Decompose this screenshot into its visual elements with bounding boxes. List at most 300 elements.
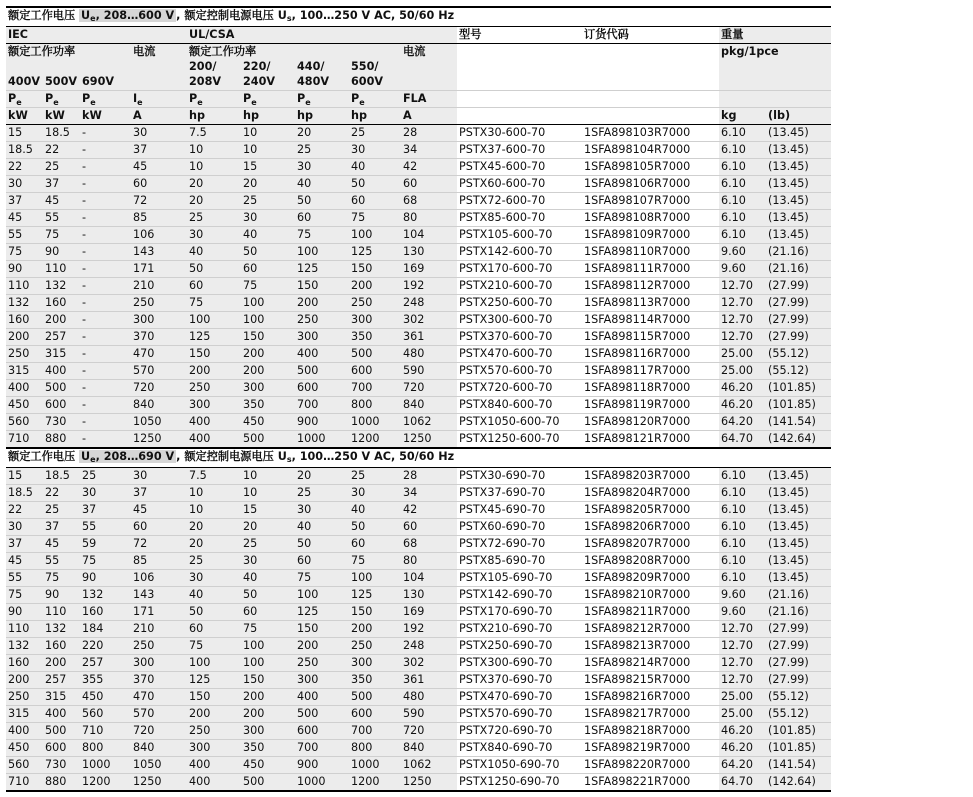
table-row — [6, 227, 831, 244]
ue-range-text: , 208…690 V — [95, 450, 175, 463]
unit-kw-1: kW — [6, 108, 43, 125]
iec-current: 45 — [131, 502, 187, 519]
unit-a-1: A — [131, 108, 187, 125]
ul-hp-600v: 600 — [349, 706, 401, 723]
type-code: PSTX142-600-70 — [457, 244, 582, 261]
ul-fla: 28 — [401, 468, 457, 485]
order-code: 1SFA898207R7000 — [582, 536, 719, 553]
table-row — [6, 244, 831, 261]
ul-hp-240v: 150 — [241, 672, 295, 689]
weight-kg: 6.10 — [719, 176, 766, 193]
iec-current: 370 — [131, 672, 187, 689]
ul-hp-600v: 500 — [349, 689, 401, 706]
ul-hp-480v: 100 — [295, 244, 349, 261]
iec-power-690v: 75 — [80, 553, 131, 570]
us-range-text: , 100…250 V AC, 50/60 Hz — [291, 450, 455, 463]
iec-power-690v: 90 — [80, 570, 131, 587]
order-code: 1SFA898220R7000 — [582, 757, 719, 774]
table-row — [6, 757, 831, 774]
iec-power-400v: 560 — [6, 757, 43, 774]
ul-voltage-labels — [189, 59, 401, 89]
ul-hp-240v: 10 — [241, 485, 295, 502]
iec-power-690v: 355 — [80, 672, 131, 689]
iec-power-400v: 30 — [6, 176, 43, 193]
us-range-text: , 100…250 V AC, 50/60 Hz — [291, 9, 455, 22]
ul-hp-208v: 30 — [187, 570, 241, 587]
iec-current: 210 — [131, 278, 187, 295]
weight-kg: 12.70 — [719, 329, 766, 346]
ul-hp-480v: 400 — [295, 346, 349, 363]
iec-current: 370 — [131, 329, 187, 346]
iec-power-400v: 55 — [6, 227, 43, 244]
symbol-pe-4: $P_e$ — [187, 91, 241, 108]
ue-symbol: U — [81, 450, 91, 463]
order-code: 1SFA898113R7000 — [582, 295, 719, 312]
unit-hp-1: hp — [187, 108, 241, 125]
order-code: 1SFA898103R7000 — [582, 125, 719, 142]
weight-header: 重量 — [719, 27, 831, 44]
order-code: 1SFA898110R7000 — [582, 244, 719, 261]
table-row — [6, 485, 831, 502]
iec-current: 60 — [131, 519, 187, 536]
ul-hp-480v: 600 — [295, 723, 349, 740]
ul-hp-480v: 25 — [295, 142, 349, 159]
ue-range-text: , 208…600 V — [95, 9, 175, 22]
unit-lb: (lb) — [766, 108, 831, 125]
type-header: 型号 — [457, 27, 582, 44]
ul-fla: 130 — [401, 587, 457, 604]
table-row — [6, 312, 831, 329]
ul-hp-240v: 40 — [241, 227, 295, 244]
ul-hp-208v: 20 — [187, 519, 241, 536]
ul-hp-600v: 125 — [349, 587, 401, 604]
type-code: PSTX142-690-70 — [457, 587, 582, 604]
iec-power-690v: 710 — [80, 723, 131, 740]
type-spacer — [457, 44, 582, 91]
ul-hp-480v: 400 — [295, 689, 349, 706]
iec-current: 60 — [131, 176, 187, 193]
weight-lb: (13.45) — [766, 570, 831, 587]
header-row-voltages — [6, 44, 831, 91]
weight-kg: 46.20 — [719, 740, 766, 757]
iec-current: 840 — [131, 740, 187, 757]
ul-hp-208v: 20 — [187, 536, 241, 553]
weight-lb: (13.45) — [766, 159, 831, 176]
iec-power-500v: 160 — [43, 638, 80, 655]
ul-hp-600v: 800 — [349, 397, 401, 414]
weight-lb: (13.45) — [766, 193, 831, 210]
ul-fla: 720 — [401, 380, 457, 397]
symbol-pe-1: $P_e$ — [6, 91, 43, 108]
ul-hp-240v: 60 — [241, 261, 295, 278]
iec-power-690v: - — [80, 431, 131, 449]
unit-kw-2: kW — [43, 108, 80, 125]
voltage-550-600 — [351, 59, 383, 89]
ul-fla: 34 — [401, 485, 457, 502]
table-row — [6, 502, 831, 519]
table-row — [6, 774, 831, 792]
iec-power-500v: 600 — [43, 740, 80, 757]
weight-kg: 25.00 — [719, 689, 766, 706]
iec-power-500v: 18.5 — [43, 468, 80, 485]
unit-hp-4: hp — [349, 108, 401, 125]
ul-hp-480v: 150 — [295, 278, 349, 295]
iec-power-400v: 90 — [6, 261, 43, 278]
iec-current: 1250 — [131, 774, 187, 792]
ul-hp-240v: 50 — [241, 587, 295, 604]
order-code: 1SFA898106R7000 — [582, 176, 719, 193]
table-row — [6, 346, 831, 363]
symbol-pe-7: $P_e$ — [349, 91, 401, 108]
ul-fla: 840 — [401, 740, 457, 757]
ul-fla: 720 — [401, 723, 457, 740]
iec-current: 72 — [131, 193, 187, 210]
iec-power-400v: 18.5 — [6, 142, 43, 159]
symbol-fla: FLA — [401, 91, 457, 108]
ul-hp-240v: 10 — [241, 125, 295, 142]
iec-power-400v: 710 — [6, 431, 43, 449]
ul-hp-480v: 40 — [295, 519, 349, 536]
ul-hp-480v: 25 — [295, 485, 349, 502]
iec-current: 720 — [131, 723, 187, 740]
ul-hp-600v: 350 — [349, 672, 401, 689]
table-row — [6, 570, 831, 587]
iec-power-690v: - — [80, 414, 131, 431]
iec-power-400v: 160 — [6, 655, 43, 672]
type-code: PSTX1250-690-70 — [457, 774, 582, 792]
iec-power-500v: 200 — [43, 655, 80, 672]
weight-kg: 6.10 — [719, 536, 766, 553]
iec-power-690v: - — [80, 397, 131, 414]
iec-power-690v: 800 — [80, 740, 131, 757]
ul-hp-208v: 20 — [187, 176, 241, 193]
type-code: PSTX210-600-70 — [457, 278, 582, 295]
iec-power-690v: 1000 — [80, 757, 131, 774]
table-row — [6, 176, 831, 193]
iec-power-500v: 600 — [43, 397, 80, 414]
ul-hp-600v: 200 — [349, 621, 401, 638]
weight-kg: 12.70 — [719, 655, 766, 672]
ul-hp-480v: 100 — [295, 587, 349, 604]
iec-power-500v: 500 — [43, 723, 80, 740]
iec-current: 840 — [131, 397, 187, 414]
ul-fla: 1250 — [401, 431, 457, 449]
order-code: 1SFA898115R7000 — [582, 329, 719, 346]
ul-fla: 590 — [401, 363, 457, 380]
ul-fla: 1062 — [401, 757, 457, 774]
type-code: PSTX170-600-70 — [457, 261, 582, 278]
ul-hp-208v: 300 — [187, 740, 241, 757]
ul-hp-208v: 50 — [187, 604, 241, 621]
ul-hp-208v: 300 — [187, 397, 241, 414]
iec-current-header: 电流 — [131, 44, 187, 91]
table-row — [6, 536, 831, 553]
iec-power-690v: 55 — [80, 519, 131, 536]
voltage-400v: 400V — [8, 75, 41, 88]
iec-power-690v: 220 — [80, 638, 131, 655]
iec-voltage-labels — [8, 74, 131, 89]
iec-current: 30 — [131, 125, 187, 142]
voltage-500v: 500V — [45, 75, 78, 88]
order-code: 1SFA898120R7000 — [582, 414, 719, 431]
ul-hp-600v: 50 — [349, 519, 401, 536]
type-code: PSTX105-690-70 — [457, 570, 582, 587]
iec-power-500v: 45 — [43, 536, 80, 553]
iec-power-header — [6, 44, 131, 91]
weight-lb: (27.99) — [766, 329, 831, 346]
iec-current: 37 — [131, 142, 187, 159]
header-row-standards — [6, 27, 831, 44]
order-code: 1SFA898208R7000 — [582, 553, 719, 570]
order-code: 1SFA898211R7000 — [582, 604, 719, 621]
ul-hp-240v: 200 — [241, 346, 295, 363]
weight-kg: 9.60 — [719, 587, 766, 604]
section-title-600v — [6, 7, 831, 27]
ul-fla: 248 — [401, 295, 457, 312]
iec-power-400v: 160 — [6, 312, 43, 329]
iec-power-500v: 25 — [43, 159, 80, 176]
ul-hp-600v: 800 — [349, 740, 401, 757]
ul-hp-240v: 350 — [241, 740, 295, 757]
iec-current: 570 — [131, 363, 187, 380]
order-code: 1SFA898209R7000 — [582, 570, 719, 587]
ul-hp-240v: 15 — [241, 502, 295, 519]
table-row — [6, 278, 831, 295]
table-row — [6, 468, 831, 485]
ul-fla: 68 — [401, 193, 457, 210]
ul-hp-240v: 30 — [241, 553, 295, 570]
iec-current: 85 — [131, 210, 187, 227]
weight-kg: 64.20 — [719, 414, 766, 431]
ul-hp-480v: 1000 — [295, 431, 349, 449]
ul-hp-240v: 150 — [241, 329, 295, 346]
ul-hp-208v: 125 — [187, 672, 241, 689]
iec-power-400v: 450 — [6, 397, 43, 414]
ul-fla: 104 — [401, 570, 457, 587]
iec-power-690v: - — [80, 125, 131, 142]
table-row — [6, 604, 831, 621]
type-code: PSTX85-600-70 — [457, 210, 582, 227]
header-row-units — [6, 108, 831, 125]
type-code: PSTX45-600-70 — [457, 159, 582, 176]
type-code: PSTX30-600-70 — [457, 125, 582, 142]
voltage-440: 440/ — [297, 60, 325, 73]
iec-power-690v: 25 — [80, 468, 131, 485]
weight-kg: 6.10 — [719, 502, 766, 519]
type-code: PSTX570-690-70 — [457, 706, 582, 723]
ul-hp-480v: 300 — [295, 672, 349, 689]
ul-hp-600v: 30 — [349, 142, 401, 159]
ul-hp-480v: 75 — [295, 227, 349, 244]
ul-hp-240v: 25 — [241, 193, 295, 210]
weight-kg: 6.10 — [719, 125, 766, 142]
ul-hp-240v: 40 — [241, 570, 295, 587]
order-code: 1SFA898221R7000 — [582, 774, 719, 792]
weight-lb: (21.16) — [766, 587, 831, 604]
ul-hp-480v: 125 — [295, 604, 349, 621]
symbol-ie: $I_e$ — [131, 91, 187, 108]
order-code: 1SFA898117R7000 — [582, 363, 719, 380]
table-row — [6, 587, 831, 604]
type-code: PSTX470-690-70 — [457, 689, 582, 706]
ul-hp-240v: 100 — [241, 638, 295, 655]
table-row — [6, 706, 831, 723]
weight-kg: 9.60 — [719, 244, 766, 261]
iec-current: 250 — [131, 295, 187, 312]
type-code: PSTX37-600-70 — [457, 142, 582, 159]
order-code: 1SFA898219R7000 — [582, 740, 719, 757]
table-row — [6, 519, 831, 536]
ul-hp-208v: 10 — [187, 159, 241, 176]
ul-hp-600v: 60 — [349, 536, 401, 553]
ul-fla: 60 — [401, 519, 457, 536]
weight-lb: (101.85) — [766, 740, 831, 757]
ul-hp-600v: 125 — [349, 244, 401, 261]
weight-lb: (101.85) — [766, 380, 831, 397]
table-row — [6, 431, 831, 449]
ul-hp-208v: 25 — [187, 210, 241, 227]
iec-power-690v: - — [80, 142, 131, 159]
ul-hp-480v: 500 — [295, 363, 349, 380]
weight-lb: (27.99) — [766, 312, 831, 329]
iec-power-500v: 45 — [43, 193, 80, 210]
iec-power-690v: - — [80, 295, 131, 312]
ul-hp-600v: 75 — [349, 553, 401, 570]
ul-hp-480v: 60 — [295, 553, 349, 570]
order-code: 1SFA898112R7000 — [582, 278, 719, 295]
ul-hp-600v: 40 — [349, 502, 401, 519]
order-code: 1SFA898109R7000 — [582, 227, 719, 244]
ul-hp-600v: 700 — [349, 723, 401, 740]
symbol-pe-3: $P_e$ — [80, 91, 131, 108]
iec-power-690v: 37 — [80, 502, 131, 519]
ul-hp-480v: 150 — [295, 621, 349, 638]
ul-hp-600v: 1200 — [349, 774, 401, 792]
table-row — [6, 295, 831, 312]
voltage-690v: 690V — [82, 75, 115, 88]
ul-fla: 68 — [401, 536, 457, 553]
ul-fla: 169 — [401, 604, 457, 621]
iec-power-400v: 400 — [6, 723, 43, 740]
type-code: PSTX720-600-70 — [457, 380, 582, 397]
ul-hp-240v: 20 — [241, 176, 295, 193]
iec-power-690v: - — [80, 176, 131, 193]
us-symbol: U — [277, 450, 287, 463]
order-code: 1SFA898206R7000 — [582, 519, 719, 536]
order-code: 1SFA898214R7000 — [582, 655, 719, 672]
iec-current: 1050 — [131, 757, 187, 774]
ul-hp-600v: 1000 — [349, 757, 401, 774]
ul-fla: 34 — [401, 142, 457, 159]
ul-hp-208v: 60 — [187, 278, 241, 295]
iec-power-400v: 15 — [6, 468, 43, 485]
ul-hp-240v: 300 — [241, 723, 295, 740]
ul-hp-600v: 30 — [349, 485, 401, 502]
iec-power-690v: - — [80, 261, 131, 278]
ul-hp-240v: 50 — [241, 244, 295, 261]
voltage-208: 208V — [189, 75, 222, 88]
iec-power-400v: 22 — [6, 159, 43, 176]
iec-power-400v: 110 — [6, 278, 43, 295]
ul-hp-600v: 150 — [349, 261, 401, 278]
iec-power-400v: 200 — [6, 329, 43, 346]
iec-current: 171 — [131, 261, 187, 278]
iec-power-690v: 560 — [80, 706, 131, 723]
iec-current: 300 — [131, 312, 187, 329]
order-code: 1SFA898104R7000 — [582, 142, 719, 159]
ue-subscript: e — [90, 455, 96, 464]
symbol-pe-2: $P_e$ — [43, 91, 80, 108]
weight-lb: (13.45) — [766, 468, 831, 485]
title-rated-voltage-label: 额定工作电压 — [8, 450, 76, 463]
iec-current: 106 — [131, 227, 187, 244]
ul-power-header — [187, 44, 401, 91]
type-code: PSTX370-600-70 — [457, 329, 582, 346]
ul-hp-480v: 30 — [295, 502, 349, 519]
voltage-220: 220/ — [243, 60, 271, 73]
ul-hp-480v: 250 — [295, 312, 349, 329]
ul-hp-240v: 200 — [241, 363, 295, 380]
weight-kg: 12.70 — [719, 278, 766, 295]
ul-hp-208v: 400 — [187, 774, 241, 792]
ul-hp-480v: 50 — [295, 536, 349, 553]
iec-power-500v: 315 — [43, 346, 80, 363]
starter-spec-table — [6, 6, 831, 792]
ul-hp-208v: 75 — [187, 295, 241, 312]
ul-hp-240v: 75 — [241, 621, 295, 638]
weight-lb: (55.12) — [766, 689, 831, 706]
ul-hp-240v: 10 — [241, 142, 295, 159]
iec-current: 143 — [131, 244, 187, 261]
header-row-symbols — [6, 91, 831, 108]
section-title-690v — [6, 448, 831, 468]
order-code: 1SFA898119R7000 — [582, 397, 719, 414]
table-row — [6, 655, 831, 672]
iec-current: 720 — [131, 380, 187, 397]
iec-power-400v: 75 — [6, 587, 43, 604]
weight-kg: 64.70 — [719, 431, 766, 449]
voltage-200-208 — [189, 59, 243, 89]
ul-hp-240v: 100 — [241, 295, 295, 312]
iec-power-500v: 110 — [43, 261, 80, 278]
iec-power-500v: 730 — [43, 414, 80, 431]
ul-hp-208v: 7.5 — [187, 125, 241, 142]
weight-lb: (13.45) — [766, 502, 831, 519]
iec-power-500v: 25 — [43, 502, 80, 519]
iec-current: 85 — [131, 553, 187, 570]
ul-current-header: 电流 — [401, 44, 457, 91]
weight-kg: 6.10 — [719, 159, 766, 176]
ul-hp-208v: 75 — [187, 638, 241, 655]
ul-hp-208v: 10 — [187, 142, 241, 159]
iec-power-400v: 90 — [6, 604, 43, 621]
weight-kg: 25.00 — [719, 706, 766, 723]
weight-kg: 6.10 — [719, 193, 766, 210]
voltage-480: 480V — [297, 75, 330, 88]
ul-fla: 590 — [401, 706, 457, 723]
order-spacer — [582, 44, 719, 91]
iec-power-500v: 37 — [43, 519, 80, 536]
ul-hp-208v: 250 — [187, 380, 241, 397]
weight-lb: (55.12) — [766, 363, 831, 380]
ul-hp-208v: 100 — [187, 655, 241, 672]
symbol-pe-5: $P_e$ — [241, 91, 295, 108]
ul-hp-208v: 125 — [187, 329, 241, 346]
type-code: PSTX105-600-70 — [457, 227, 582, 244]
order-code: 1SFA898116R7000 — [582, 346, 719, 363]
table-row — [6, 638, 831, 655]
us-subscript: s — [286, 455, 292, 464]
